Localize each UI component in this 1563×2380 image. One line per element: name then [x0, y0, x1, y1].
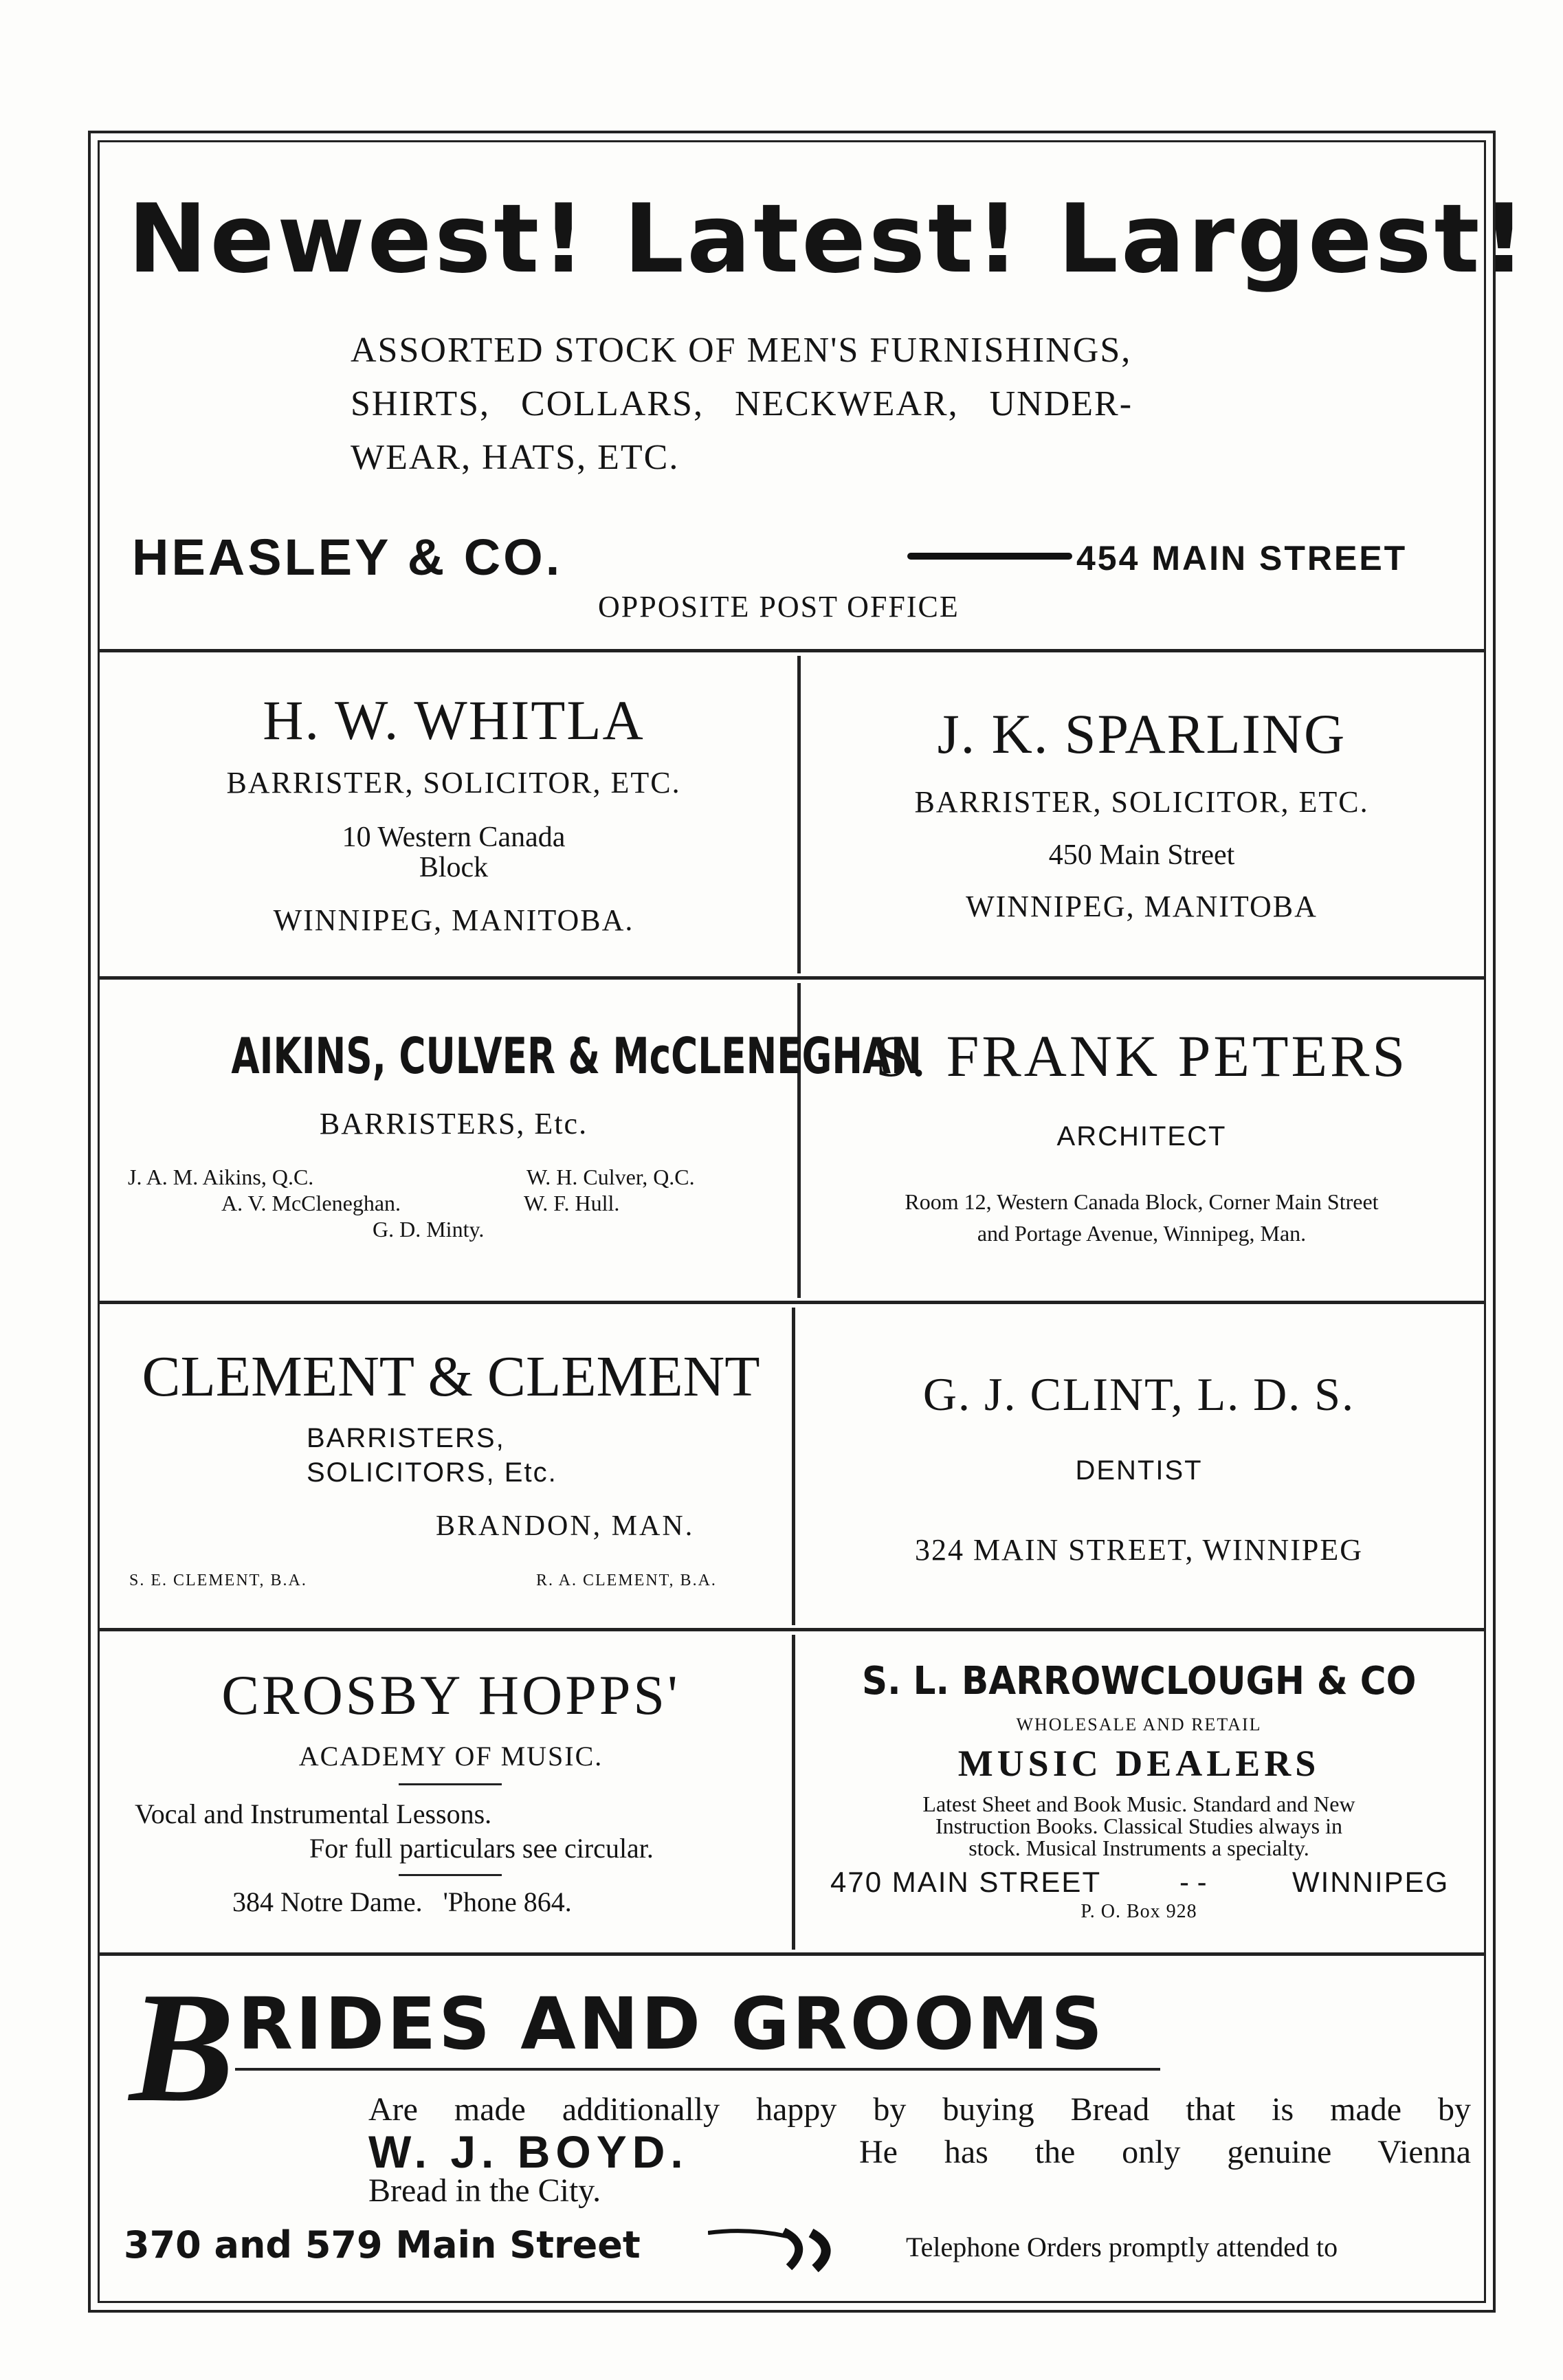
barrowclough-name: S. L. BARROWCLOUGH & CO [861, 1659, 1417, 1704]
barrowclough-line-1: Latest Sheet and Book Music. Standard and New [922, 1792, 1355, 1816]
column-divider-3 [792, 1308, 795, 1625]
sparling-name: J. K. SPARLING [937, 703, 1346, 765]
divider-4 [98, 1628, 1486, 1631]
clement-title-1: BARRISTERS, [307, 1423, 505, 1453]
column-divider-1 [797, 656, 801, 973]
whitla-city: WINNIPEG, MANITOBA. [273, 903, 634, 937]
hopps-title: ACADEMY OF MUSIC. [298, 1741, 603, 1772]
whitla-address-1: 10 Western Canada [342, 822, 566, 853]
aikins-partner-3: A. V. McCleneghan. [221, 1191, 401, 1215]
divider-5 [98, 1952, 1486, 1956]
clint-name: G. J. CLINT, L. D. S. [922, 1368, 1355, 1420]
whitla-address-2: Block [419, 852, 489, 883]
boyd-line-2: He has the only genuine Vienna [859, 2134, 1471, 2170]
aikins-partner-1: J. A. M. Aikins, Q.C. [128, 1165, 314, 1189]
clint-title: DENTIST [1075, 1455, 1203, 1486]
barrowclough-box: P. O. Box 928 [1080, 1901, 1197, 1922]
aikins-partner-5: G. D. Minty. [373, 1217, 485, 1242]
barrowclough-street: 470 MAIN STREET [830, 1866, 1102, 1898]
boyd-initial: B [129, 1959, 235, 2135]
divider-2 [98, 976, 1486, 980]
heasley-headline: Newest! Latest! Largest! [128, 184, 1529, 294]
boyd-headline-rule [235, 2068, 1160, 2071]
boyd-line-1: Are made additionally happy by buying Bread that is made by [368, 2091, 1471, 2128]
heasley-note: OPPOSITE POST OFFICE [598, 590, 960, 624]
sparling-city: WINNIPEG, MANITOBA [966, 890, 1318, 923]
barrowclough-sub: WHOLESALE AND RETAIL [1016, 1715, 1262, 1734]
barrowclough-line-3: stock. Musical Instruments a specialty. [968, 1836, 1309, 1860]
hopps-line-2: For full particulars see circular. [309, 1833, 654, 1864]
aikins-partner-4: W. F. Hull. [524, 1191, 620, 1215]
heasley-line-3: WEAR, HATS, ETC. [351, 438, 680, 477]
boyd-address: 370 and 579 Main Street [124, 2223, 641, 2267]
aikins-name: AIKINS, CULVER & McCLENEGHAN [231, 1027, 922, 1085]
clement-partner-2: R. A. CLEMENT, B.A. [536, 1572, 717, 1589]
boyd-line-3: Bread in the City. [368, 2172, 601, 2209]
hopps-address: 384 Notre Dame. 'Phone 864. [232, 1886, 572, 1917]
heasley-line-1: ASSORTED STOCK OF MEN'S FURNISHINGS, [351, 331, 1132, 370]
sparling-address: 450 Main Street [1048, 839, 1235, 871]
heasley-address: 454 MAIN STREET [1076, 539, 1408, 577]
boyd-headline: RIDES AND GROOMS [238, 1982, 1105, 2066]
hopps-line-1: Vocal and Instrumental Lessons. [135, 1798, 492, 1829]
hopps-rule-2 [399, 1874, 502, 1876]
peters-address-2: and Portage Avenue, Winnipeg, Man. [977, 1221, 1307, 1246]
peters-name: S. FRANK PETERS [875, 1023, 1408, 1089]
whitla-name: H. W. WHITLA [263, 689, 645, 751]
aikins-title: BARRISTERS, Etc. [319, 1107, 588, 1141]
whitla-title: BARRISTER, SOLICITOR, ETC. [226, 766, 681, 800]
clement-partner-1: S. E. CLEMENT, B.A. [129, 1572, 307, 1589]
sparling-title: BARRISTER, SOLICITOR, ETC. [914, 785, 1369, 819]
clement-city: BRANDON, MAN. [436, 1510, 695, 1542]
clement-name: CLEMENT & CLEMENT [142, 1345, 760, 1409]
barrowclough-city: WINNIPEG [1292, 1866, 1450, 1898]
heasley-name: HEASLEY & CO. [132, 529, 563, 586]
barrowclough-line-2: Instruction Books. Classical Studies always in [935, 1814, 1342, 1838]
hopps-name: CROSBY HOPPS' [221, 1664, 680, 1726]
hopps-rule-1 [399, 1783, 502, 1785]
clint-address: 324 MAIN STREET, WINNIPEG [914, 1533, 1364, 1567]
divider-1 [98, 649, 1486, 652]
barrowclough-title: MUSIC DEALERS [957, 1743, 1320, 1784]
pointing-rule [907, 553, 1072, 560]
divider-3 [98, 1301, 1486, 1304]
aikins-partner-2: W. H. Culver, Q.C. [526, 1165, 695, 1189]
barrowclough-dash: - - [1179, 1866, 1207, 1898]
peters-title: ARCHITECT [1056, 1121, 1227, 1152]
boyd-name: W. J. BOYD. [368, 2126, 689, 2177]
boyd-phone: Telephone Orders promptly attended to [906, 2232, 1338, 2262]
heasley-line-2: SHIRTS, COLLARS, NECKWEAR, UNDER- [351, 384, 1133, 423]
pointing-arrow-icon [708, 2225, 845, 2273]
clement-title-2: SOLICITORS, Etc. [307, 1457, 557, 1488]
column-divider-4 [792, 1635, 795, 1950]
peters-address-1: Room 12, Western Canada Block, Corner Main Street [905, 1189, 1379, 1214]
